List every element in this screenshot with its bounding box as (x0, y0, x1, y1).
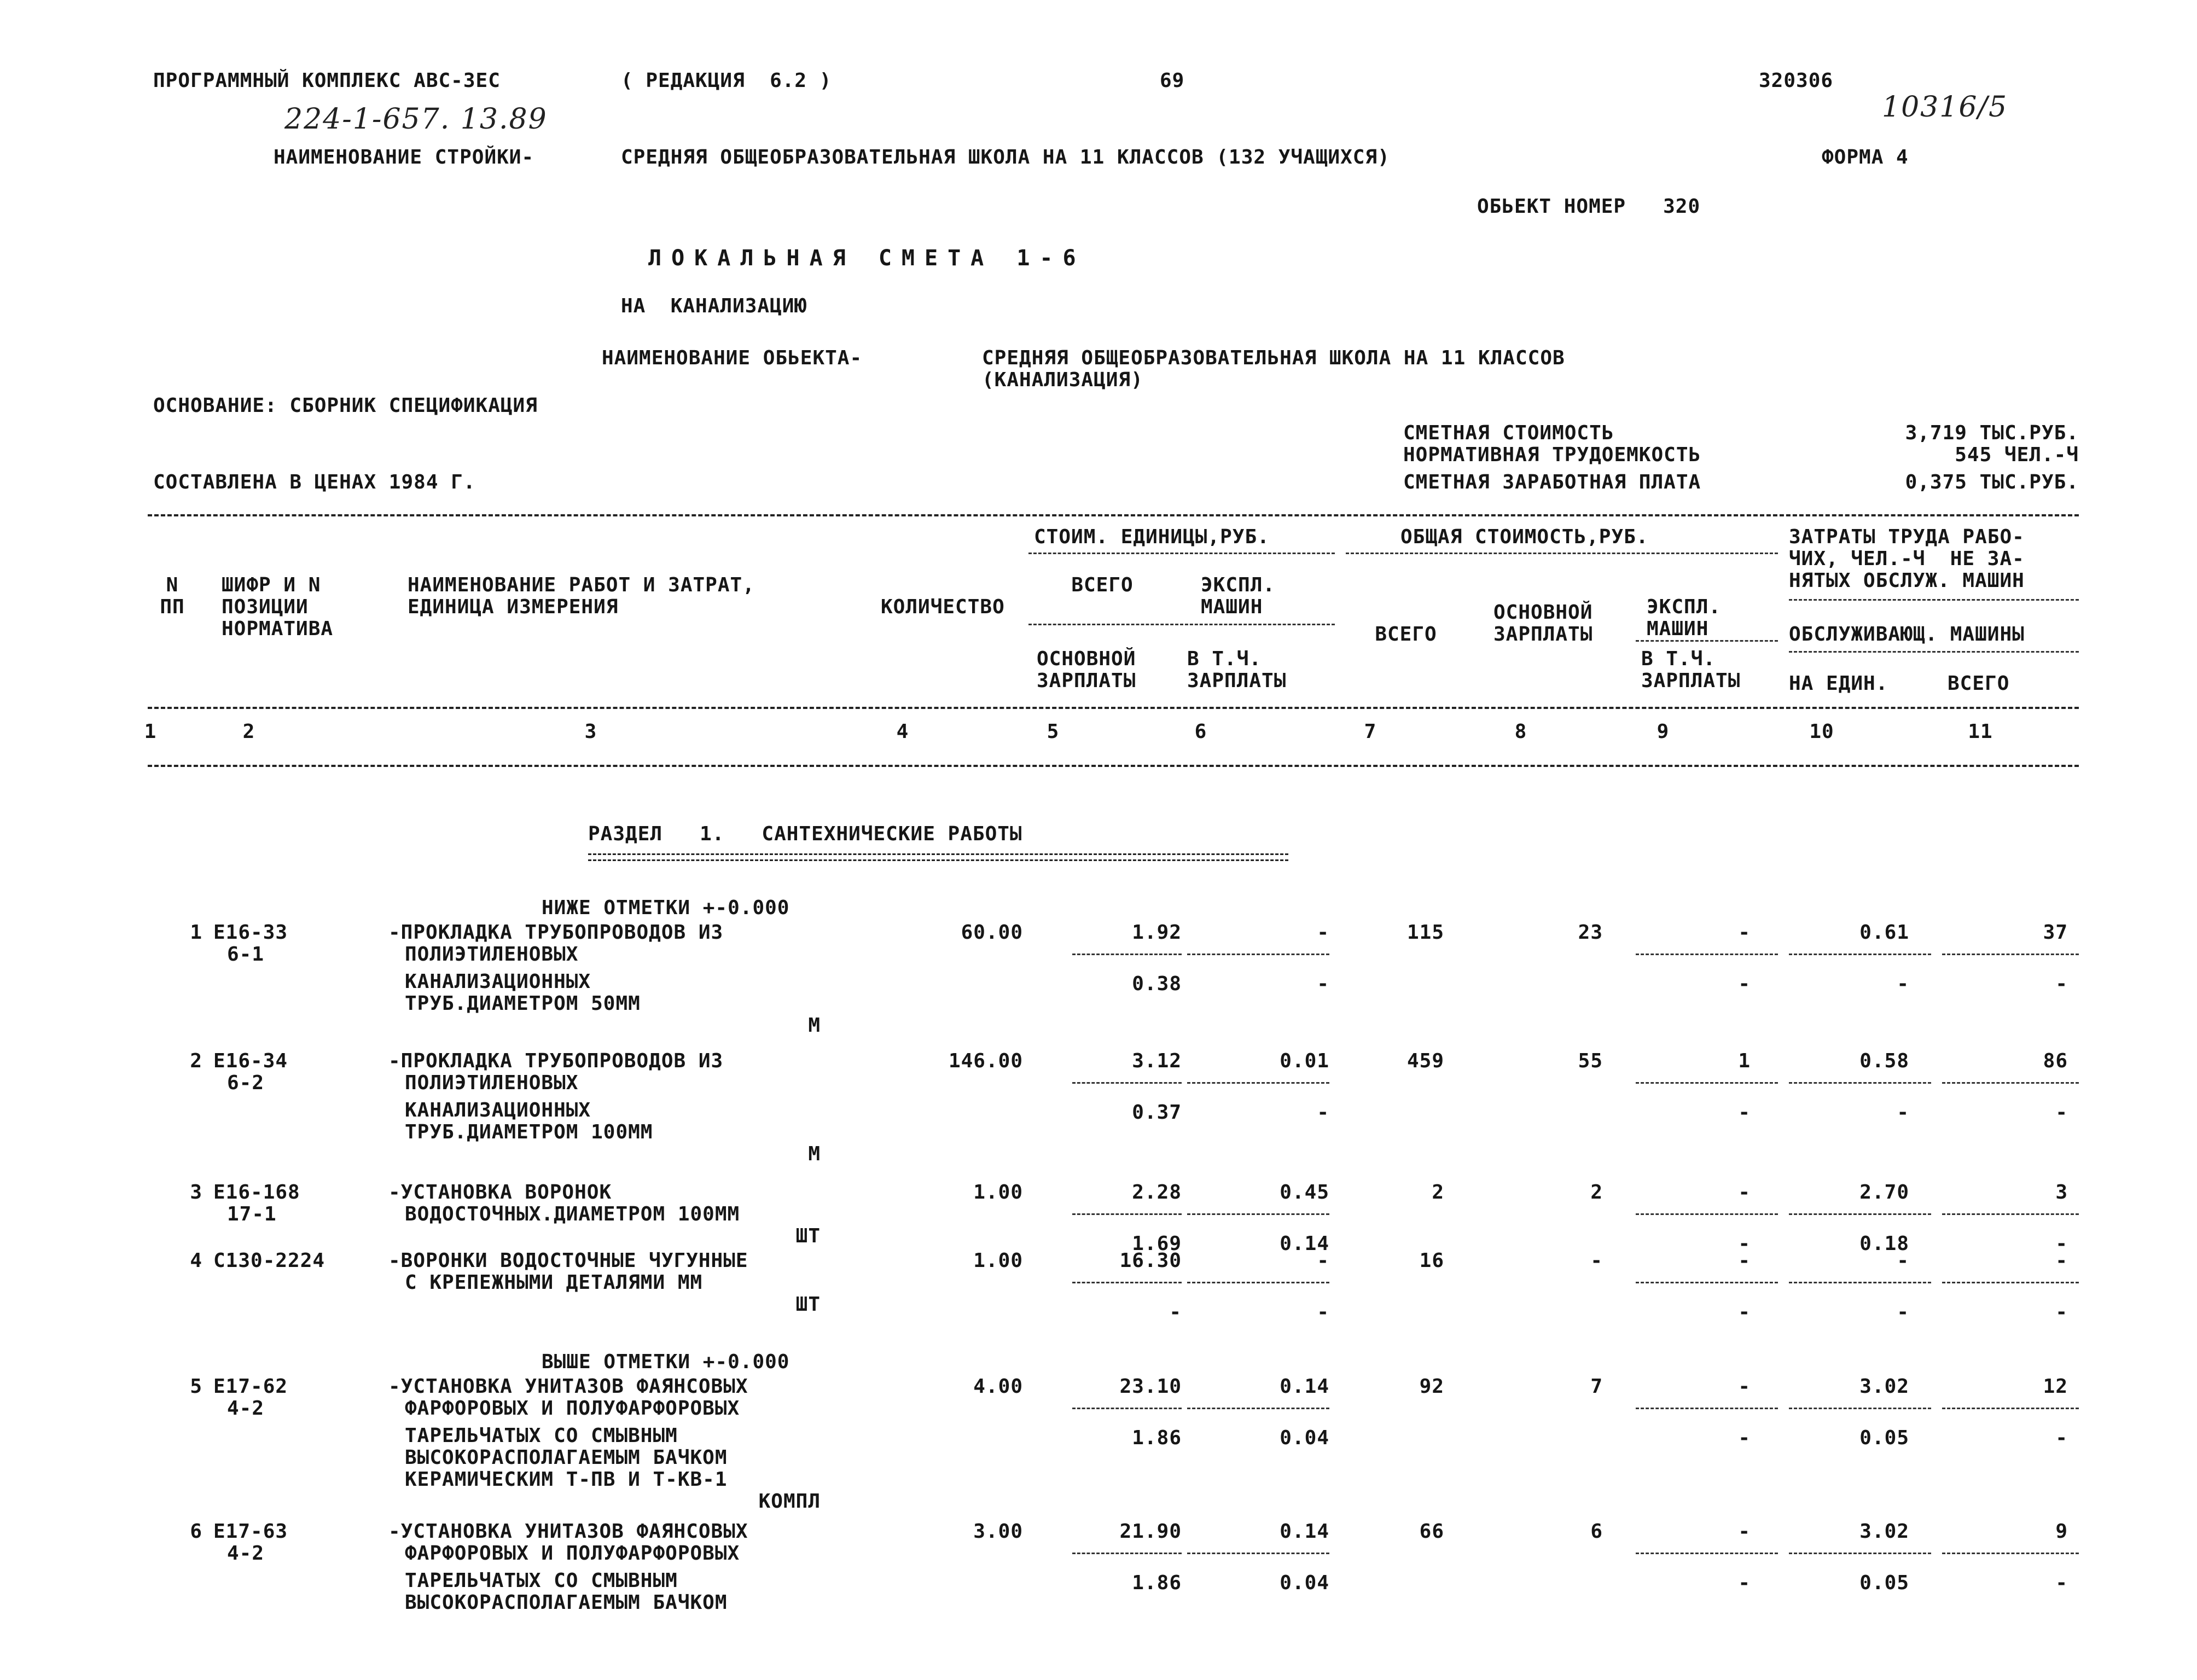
row-total-cost: 2 (1432, 1181, 1444, 1204)
object-name-line1: СРЕДНЯЯ ОБЩЕОБРАЗОВАТЕЛЬНАЯ ШКОЛА НА 11 КЛАССОВ (982, 347, 1565, 369)
wage-label: СМЕТНАЯ ЗАРАБОТНАЯ ПЛАТА (1403, 471, 1701, 493)
row-total-cost: 16 (1419, 1249, 1444, 1272)
row-machine-labor-per-unit: - (1897, 1101, 1909, 1124)
row-rule-col11 (1942, 1213, 2079, 1215)
column-number-9: 9 (1657, 720, 1670, 743)
row-unit-cost-total: 21.90 (1119, 1520, 1182, 1543)
prices-basis: СОСТАВЛЕНА В ЦЕНАХ 1984 Г. (153, 471, 476, 493)
row-unit-machine-wage: 0.04 (1280, 1572, 1329, 1594)
row-name-line: ВОДОСТОЧНЫХ.ДИАМЕТРОМ 100ММ (405, 1203, 740, 1225)
document-code: 320306 (1759, 69, 1834, 92)
subsection-below-zero: НИЖЕ ОТМЕТКИ +-0.000 (542, 897, 790, 919)
construction-name: СРЕДНЯЯ ОБЩЕОБРАЗОВАТЕЛЬНАЯ ШКОЛА НА 11 КЛАССОВ (132 УЧАЩИХСЯ) (621, 146, 1390, 168)
header-col4: КОЛИЧЕСТВО (881, 596, 1005, 618)
row-machine-labor-total: - (2055, 973, 2068, 995)
row-rule-col10 (1789, 1553, 1931, 1554)
row-name-line: ТРУБ.ДИАМЕТРОМ 50ММ (405, 992, 641, 1015)
header-labor: ЗАТРАТЫ ТРУДА РАБО- ЧИХ, ЧЕЛ.-Ч НЕ ЗА- НЯТЫХ ОБСЛУЖ. МАШИН (1789, 526, 2025, 592)
construction-label: НАИМЕНОВАНИЕ СТРОЙКИ- (274, 146, 534, 168)
column-number-11: 11 (1968, 720, 1993, 743)
row-machine-wage: - (1738, 1301, 1751, 1323)
row-rule-col10 (1789, 1213, 1931, 1215)
row-total-cost: 92 (1419, 1375, 1444, 1398)
row-rule-col6 (1187, 1553, 1329, 1554)
row-code: Е17-62 (213, 1375, 288, 1398)
row-quantity: 146.00 (948, 1050, 1023, 1072)
row-labor-per-unit: 0.58 (1859, 1050, 1909, 1072)
row-labor-per-unit: 0.61 (1859, 921, 1909, 944)
row-quantity: 1.00 (973, 1181, 1023, 1204)
rule-col9 (1636, 640, 1778, 642)
row-number: 6 (190, 1520, 202, 1543)
row-unit-cost-machines: 0.01 (1280, 1050, 1329, 1072)
row-number: 5 (190, 1375, 202, 1398)
row-labor-per-unit: 3.02 (1859, 1520, 1909, 1543)
row-base-wage: 23 (1578, 921, 1603, 944)
handwritten-left-note: 224-1-657. 13.89 (284, 103, 548, 136)
row-machines-cost: - (1738, 1375, 1751, 1398)
row-labor-total: 37 (2043, 921, 2068, 944)
row-machine-labor-total: - (2055, 1427, 2068, 1449)
row-rule-col11 (1942, 1082, 2079, 1084)
header-col10: НА ЕДИН. (1789, 672, 1888, 695)
wage-value: 0,375 ТЫС.РУБ. (1905, 471, 2079, 493)
section-underline (588, 853, 1288, 861)
row-machine-labor-per-unit: 0.18 (1859, 1233, 1909, 1255)
row-quantity: 3.00 (973, 1520, 1023, 1543)
row-unit: КОМПЛ (758, 1490, 821, 1513)
header-col8: ОСНОВНОЙ ЗАРПЛАТЫ (1493, 601, 1593, 646)
program-edition: ( РЕДАКЦИЯ 6.2 ) (621, 69, 832, 92)
column-number-3: 3 (584, 720, 597, 743)
row-name-line: ТАРЕЛЬЧАТЫХ СО СМЫВНЫМ (405, 1569, 678, 1592)
row-unit-cost-machines: 0.45 (1280, 1181, 1329, 1204)
row-unit-machine-wage: 0.14 (1280, 1233, 1329, 1255)
row-code-position: 6-2 (227, 1072, 265, 1094)
row-rule-col5 (1072, 954, 1182, 955)
header-col11: ВСЕГО (1948, 672, 2010, 695)
cost-value: 3,719 ТЫС.РУБ. (1905, 422, 2079, 444)
header-col6-top: ЭКСПЛ. МАШИН (1201, 574, 1276, 618)
labor-value: 545 ЧЕЛ.-Ч (1955, 444, 2079, 466)
header-rule-bottom (148, 765, 2079, 767)
row-unit-base-wage: 0.37 (1132, 1101, 1182, 1124)
row-labor-total: 12 (2043, 1375, 2068, 1398)
row-name-line: КЕРАМИЧЕСКИМ Т-ПВ И Т-КВ-1 (405, 1468, 728, 1491)
table-top-rule (148, 514, 2079, 516)
column-number-2: 2 (242, 720, 255, 743)
row-unit: ШТ (795, 1225, 821, 1247)
row-unit-base-wage: - (1169, 1301, 1182, 1323)
rule-labor-sub (1789, 651, 2079, 653)
row-base-wage: 7 (1590, 1375, 1603, 1398)
row-unit-base-wage: 1.86 (1132, 1427, 1182, 1449)
row-unit-cost-total: 1.92 (1132, 921, 1182, 944)
rule-total-cost (1346, 553, 1778, 554)
row-machine-labor-total: - (2055, 1301, 2068, 1323)
header-col7: ВСЕГО (1375, 623, 1437, 646)
rule-unit-cost (1028, 553, 1335, 554)
document-title: ЛОКАЛЬНАЯ СМЕТА 1-6 (648, 246, 1086, 271)
row-name-line: ТАРЕЛЬЧАТЫХ СО СМЫВНЫМ (405, 1425, 678, 1447)
row-unit-machine-wage: 0.04 (1280, 1427, 1329, 1449)
row-name-line: ПОЛИЭТИЛЕНОВЫХ (405, 943, 579, 966)
row-name-line: -УСТАНОВКА УНИТАЗОВ ФАЯНСОВЫХ (388, 1375, 748, 1398)
row-code: Е17-63 (213, 1520, 288, 1543)
row-machine-labor-total: - (2055, 1572, 2068, 1594)
row-labor-per-unit: 3.02 (1859, 1375, 1909, 1398)
row-name-line: ТРУБ.ДИАМЕТРОМ 100ММ (405, 1121, 653, 1143)
row-machines-cost: - (1738, 1181, 1751, 1204)
row-number: 1 (190, 921, 202, 944)
header-col5-bottom: ОСНОВНОЙ ЗАРПЛАТЫ (1037, 648, 1136, 692)
row-machines-cost: - (1738, 1249, 1751, 1272)
row-number: 3 (190, 1181, 202, 1204)
row-labor-total: 86 (2043, 1050, 2068, 1072)
row-unit-base-wage: 1.86 (1132, 1572, 1182, 1594)
row-rule-col9 (1636, 1408, 1778, 1409)
row-code-position: 17-1 (227, 1203, 277, 1225)
column-number-7: 7 (1364, 720, 1377, 743)
row-number: 2 (190, 1050, 202, 1072)
row-machine-wage: - (1738, 973, 1751, 995)
basis-text: ОСНОВАНИЕ: СБОРНИК СПЕЦИФИКАЦИЯ (153, 394, 538, 417)
row-rule-col5 (1072, 1282, 1182, 1283)
row-machine-wage: - (1738, 1427, 1751, 1449)
row-rule-col5 (1072, 1553, 1182, 1554)
row-rule-col6 (1187, 1282, 1329, 1283)
header-labor-machines: ОБСЛУЖИВАЮЩ. МАШИНЫ (1789, 623, 2025, 646)
row-name-line: -ВОРОНКИ ВОДОСТОЧНЫЕ ЧУГУННЫЕ (388, 1249, 748, 1272)
section-title: РАЗДЕЛ 1. САНТЕХНИЧЕСКИЕ РАБОТЫ (588, 823, 1022, 845)
row-unit: М (808, 1143, 821, 1165)
row-unit-machine-wage: - (1317, 1301, 1329, 1323)
row-name-line: КАНАЛИЗАЦИОННЫХ (405, 1099, 591, 1121)
object-name-line2: (КАНАЛИЗАЦИЯ) (982, 369, 1143, 391)
row-code: С130-2224 (213, 1249, 326, 1272)
row-unit-base-wage: 1.69 (1132, 1233, 1182, 1255)
row-code-position: 4-2 (227, 1542, 265, 1565)
row-code: Е16-33 (213, 921, 288, 944)
row-name-line: ФАРФОРОВЫХ И ПОЛУФАРФОРОВЫХ (405, 1542, 740, 1565)
row-machine-labor-per-unit: - (1897, 1301, 1909, 1323)
row-machine-labor-per-unit: 0.05 (1859, 1572, 1909, 1594)
row-name-line: ВЫСОКОРАСПОЛАГАЕМЫМ БАЧКОМ (405, 1446, 728, 1469)
row-rule-col10 (1789, 954, 1931, 955)
row-rule-col9 (1636, 954, 1778, 955)
column-number-5: 5 (1047, 720, 1060, 743)
row-machines-cost: - (1738, 921, 1751, 944)
row-number: 4 (190, 1249, 202, 1272)
column-number-1: 1 (144, 720, 157, 743)
header-col6-bottom: В Т.Ч. ЗАРПЛАТЫ (1187, 648, 1287, 692)
row-base-wage: 55 (1578, 1050, 1603, 1072)
header-total-cost: ОБЩАЯ СТОИМОСТЬ,РУБ. (1400, 526, 1649, 548)
header-col5-top: ВСЕГО (1071, 574, 1134, 596)
column-number-6: 6 (1194, 720, 1207, 743)
row-unit-cost-total: 23.10 (1119, 1375, 1182, 1398)
labor-label: НОРМАТИВНАЯ ТРУДОЕМКОСТЬ (1403, 444, 1701, 466)
program-name: ПРОГРАММНЫЙ КОМПЛЕКС АВС-3ЕС (153, 69, 501, 92)
header-col2: ШИФР И N ПОЗИЦИИ НОРМАТИВА (222, 574, 334, 640)
row-rule-col10 (1789, 1282, 1931, 1283)
row-rule-col6 (1187, 1213, 1329, 1215)
row-code: Е16-34 (213, 1050, 288, 1072)
row-machine-labor-per-unit: 0.05 (1859, 1427, 1909, 1449)
row-unit-cost-machines: 0.14 (1280, 1520, 1329, 1543)
row-unit-base-wage: 0.38 (1132, 973, 1182, 995)
row-name-line: ФАРФОРОВЫХ И ПОЛУФАРФОРОВЫХ (405, 1397, 740, 1420)
row-rule-col10 (1789, 1082, 1931, 1084)
row-rule-col5 (1072, 1213, 1182, 1215)
row-unit-cost-machines: - (1317, 921, 1329, 944)
row-name-line: КАНАЛИЗАЦИОННЫХ (405, 970, 591, 993)
row-rule-col10 (1789, 1408, 1931, 1409)
row-machine-labor-total: - (2055, 1233, 2068, 1255)
rule-labor (1789, 599, 2079, 601)
row-unit: М (808, 1014, 821, 1037)
row-rule-col11 (1942, 954, 2079, 955)
object-label: НАИМЕНОВАНИЕ ОБЬЕКТА- (602, 347, 863, 369)
header-rule-mid (148, 707, 2079, 709)
row-machines-cost: - (1738, 1520, 1751, 1543)
row-name-line: С КРЕПЕЖНЫМИ ДЕТАЛЯМИ ММ (405, 1271, 703, 1294)
row-rule-col9 (1636, 1553, 1778, 1554)
row-rule-col9 (1636, 1213, 1778, 1215)
rule-unit-cost-sub (1028, 624, 1335, 625)
row-machine-wage: - (1738, 1572, 1751, 1594)
row-unit-cost-total: 16.30 (1119, 1249, 1182, 1272)
row-code-position: 4-2 (227, 1397, 265, 1420)
row-labor-per-unit: - (1897, 1249, 1909, 1272)
row-base-wage: 6 (1590, 1520, 1603, 1543)
row-unit-cost-total: 2.28 (1132, 1181, 1182, 1204)
row-total-cost: 459 (1406, 1050, 1444, 1072)
row-unit-machine-wage: - (1317, 1101, 1329, 1124)
row-machines-cost: 1 (1738, 1050, 1751, 1072)
row-rule-col5 (1072, 1408, 1182, 1409)
row-quantity: 1.00 (973, 1249, 1023, 1272)
row-base-wage: 2 (1590, 1181, 1603, 1204)
row-code-position: 6-1 (227, 943, 265, 966)
row-machine-wage: - (1738, 1101, 1751, 1124)
page-number: 69 (1160, 69, 1185, 92)
row-name-line: -УСТАНОВКА ВОРОНОК (388, 1181, 612, 1204)
form-number: ФОРМА 4 (1822, 146, 1909, 168)
row-unit-cost-machines: 0.14 (1280, 1375, 1329, 1398)
row-name-line: -ПРОКЛАДКА ТРУБОПРОВОДОВ ИЗ (388, 921, 724, 944)
document-subject: НА КАНАЛИЗАЦИЮ (621, 295, 807, 317)
row-machine-labor-total: - (2055, 1101, 2068, 1124)
row-labor-per-unit: 2.70 (1859, 1181, 1909, 1204)
row-total-cost: 66 (1419, 1520, 1444, 1543)
row-unit: ШТ (795, 1293, 821, 1316)
row-rule-col9 (1636, 1282, 1778, 1283)
row-name-line: -ПРОКЛАДКА ТРУБОПРОВОДОВ ИЗ (388, 1050, 724, 1072)
row-unit-cost-machines: - (1317, 1249, 1329, 1272)
row-quantity: 60.00 (961, 921, 1023, 944)
row-rule-col11 (1942, 1553, 2079, 1554)
handwritten-right-note: 10316/5 (1882, 91, 2008, 124)
row-rule-col9 (1636, 1082, 1778, 1084)
column-number-8: 8 (1514, 720, 1527, 743)
row-machine-labor-per-unit: - (1897, 973, 1909, 995)
row-labor-total: 3 (2055, 1181, 2068, 1204)
header-col1: N ПП (160, 574, 185, 618)
column-number-4: 4 (896, 720, 909, 743)
row-rule-col6 (1187, 954, 1329, 955)
cost-label: СМЕТНАЯ СТОИМОСТЬ (1403, 422, 1614, 444)
row-quantity: 4.00 (973, 1375, 1023, 1398)
row-base-wage: - (1590, 1249, 1603, 1272)
row-labor-total: - (2055, 1249, 2068, 1272)
header-col9-top: ЭКСПЛ. МАШИН (1647, 596, 1722, 640)
row-rule-col6 (1187, 1408, 1329, 1409)
subsection-above-zero: ВЫШЕ ОТМЕТКИ +-0.000 (542, 1351, 790, 1373)
row-rule-col6 (1187, 1082, 1329, 1084)
row-rule-col11 (1942, 1282, 2079, 1283)
row-name-line: ВЫСОКОРАСПОЛАГАЕМЫМ БАЧКОМ (405, 1591, 728, 1614)
row-name-line: -УСТАНОВКА УНИТАЗОВ ФАЯНСОВЫХ (388, 1520, 748, 1543)
row-labor-total: 9 (2055, 1520, 2068, 1543)
row-code: Е16-168 (213, 1181, 300, 1204)
row-unit-cost-total: 3.12 (1132, 1050, 1182, 1072)
row-rule-col11 (1942, 1408, 2079, 1409)
row-rule-col5 (1072, 1082, 1182, 1084)
header-col3: НАИМЕНОВАНИЕ РАБОТ И ЗАТРАТ, ЕДИНИЦА ИЗМЕРЕНИЯ (408, 574, 755, 618)
row-total-cost: 115 (1406, 921, 1444, 944)
header-unit-cost: СТОИМ. ЕДИНИЦЫ,РУБ. (1034, 526, 1270, 548)
row-machine-wage: - (1738, 1233, 1751, 1255)
column-number-10: 10 (1809, 720, 1834, 743)
object-number: ОБЬЕКТ НОМЕР 320 (1477, 195, 1701, 218)
row-unit-machine-wage: - (1317, 973, 1329, 995)
header-col9-bottom: В Т.Ч. ЗАРПЛАТЫ (1641, 648, 1741, 692)
row-name-line: ПОЛИЭТИЛЕНОВЫХ (405, 1072, 579, 1094)
